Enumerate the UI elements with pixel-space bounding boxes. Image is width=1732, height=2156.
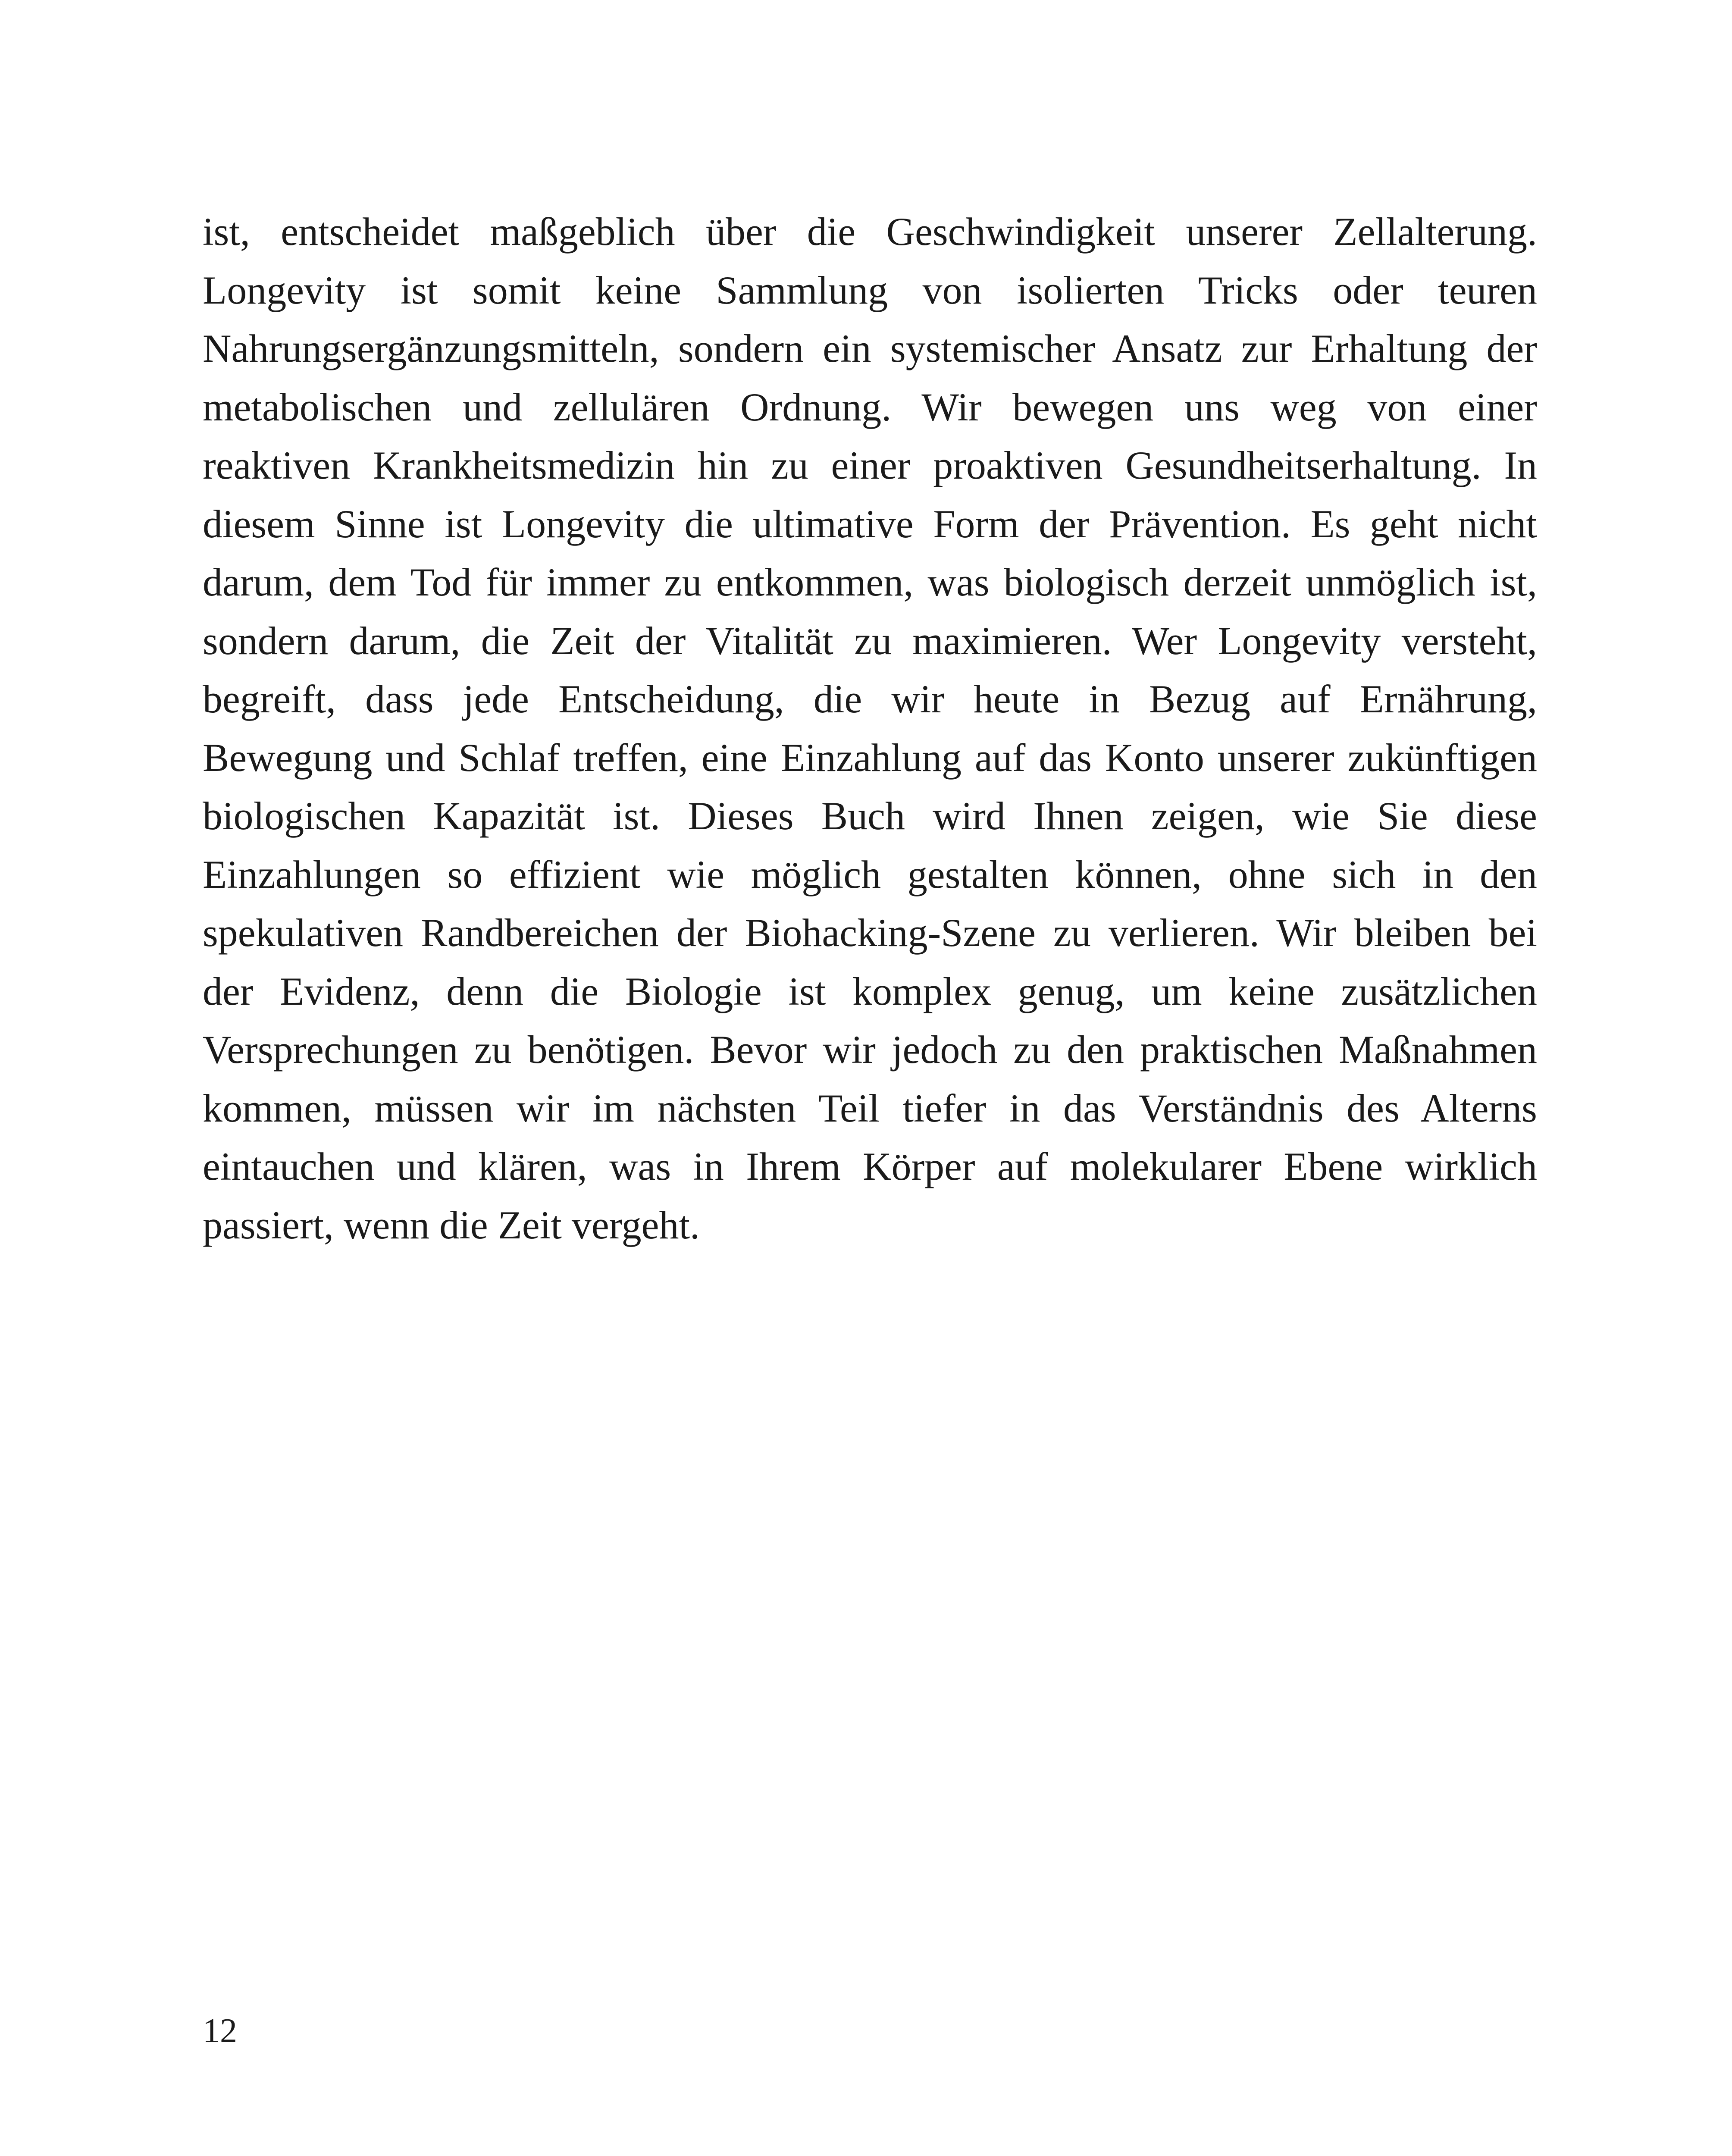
paragraph-line: kommen, müssen wir im nächsten Teil tiefer in das Verständnis des Alterns: [203, 1086, 1537, 1130]
paragraph-line: der Evidenz, denn die Biologie ist komplex genug, um keine zusätzlichen: [203, 969, 1537, 1013]
paragraph-line: Einzahlungen so effizient wie möglich gestalten können, ohne sich in den: [203, 852, 1537, 896]
paragraph-line: begreift, dass jede Entscheidung, die wir heute in Bezug auf Ernährung,: [203, 677, 1537, 721]
body-paragraph: [203, 203, 1537, 1254]
paragraph-line: passiert, wenn die Zeit vergeht.: [203, 1203, 700, 1247]
paragraph-line: Nahrungsergänzungsmitteln, sondern ein systemischer Ansatz zur Erhaltung der: [203, 326, 1537, 370]
paragraph-line: metabolischen und zellulären Ordnung. Wir bewegen uns weg von einer: [203, 385, 1537, 429]
paragraph-line: Versprechungen zu benötigen. Bevor wir jedoch zu den praktischen Maßnahmen: [203, 1028, 1537, 1072]
paragraph-line: Longevity ist somit keine Sammlung von isolierten Tricks oder teuren: [203, 268, 1537, 312]
paragraph-line: reaktiven Krankheitsmedizin hin zu einer proaktiven Gesundheitserhaltung. In: [203, 443, 1537, 487]
paragraph-line: spekulativen Randbereichen der Biohacking-Szene zu verlieren. Wir bleiben bei: [203, 911, 1537, 955]
paragraph-line: Bewegung und Schlaf treffen, eine Einzahlung auf das Konto unserer zukünftigen: [203, 735, 1537, 780]
paragraph-line: biologischen Kapazität ist. Dieses Buch wird Ihnen zeigen, wie Sie diese: [203, 794, 1537, 838]
paragraph-line: sondern darum, die Zeit der Vitalität zu maximieren. Wer Longevity versteht,: [203, 618, 1537, 663]
paragraph-line: diesem Sinne ist Longevity die ultimative Form der Prävention. Es geht nicht: [203, 501, 1537, 546]
page-number: 12: [203, 2012, 237, 2050]
paragraph-line: eintauchen und klären, was in Ihrem Körper auf molekularer Ebene wirklich: [203, 1144, 1537, 1188]
paragraph-line: darum, dem Tod für immer zu entkommen, was biologisch derzeit unmöglich ist,: [203, 560, 1537, 604]
paragraph-line: ist, entscheidet maßgeblich über die Geschwindigkeit unserer Zellalterung.: [203, 210, 1537, 254]
